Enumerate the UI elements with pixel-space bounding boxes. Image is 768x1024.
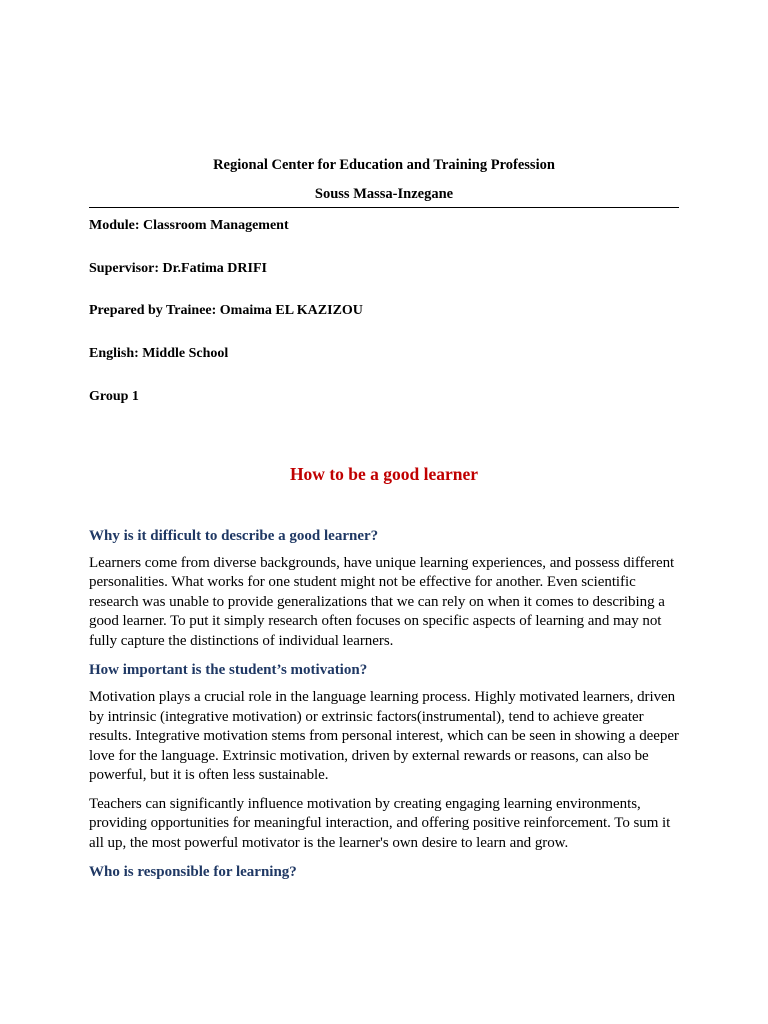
trainee-info: Prepared by Trainee: Omaima EL KAZIZOU [89, 303, 363, 319]
supervisor-info: Supervisor: Dr.Fatima DRIFI [89, 260, 267, 276]
section-heading-difficulty: Why is it difficult to describe a good learner? [89, 527, 379, 544]
section-paragraph-difficulty: Learners come from diverse backgrounds, have unique learning experiences, and possess different personalities. What works for one student might not be effective for another. Even scientific research was unable to provide generalizations that we can rely on when it comes to describing a good learner. To put it simply research often focuses on specific aspects of learning and may not fully capture the distinctions of individual learners. [89, 554, 675, 649]
level-info: English: Middle School [89, 346, 229, 362]
group-info: Group 1 [89, 388, 139, 404]
section-heading-motivation: How important is the student’s motivation? [89, 662, 368, 679]
institution-location: Souss Massa-Inzegane [314, 186, 454, 203]
header-divider [89, 207, 679, 208]
section-paragraph-motivation-1: Motivation plays a crucial role in the language learning process. Highly motivated learners, driven by intrinsic (integrative motivation) or extrinsic factors(instrumental), tend to achieve greater results. Integrative motivation stems from personal interest, which can be seen in showing a deeper love for the language. Extrinsic motivation, driven by external rewards or reasons, can also be powerful, but it is often less sustainable. [89, 689, 679, 784]
document-title: How to be a good learner [289, 463, 479, 484]
module-info: Module: Classroom Management [89, 217, 289, 233]
section-paragraph-motivation-2: Teachers can significantly influence motivation by creating engaging learning environments, providing opportunities for meaningful interaction, and offering positive reinforcement. To sum it all up, the most powerful motivator is the learner's own desire to learn and grow. [89, 795, 671, 851]
section-heading-responsibility: Who is responsible for learning? [89, 864, 297, 881]
page-content [89, 150, 679, 890]
institution-name: Regional Center for Education and Training Profession [213, 157, 555, 173]
